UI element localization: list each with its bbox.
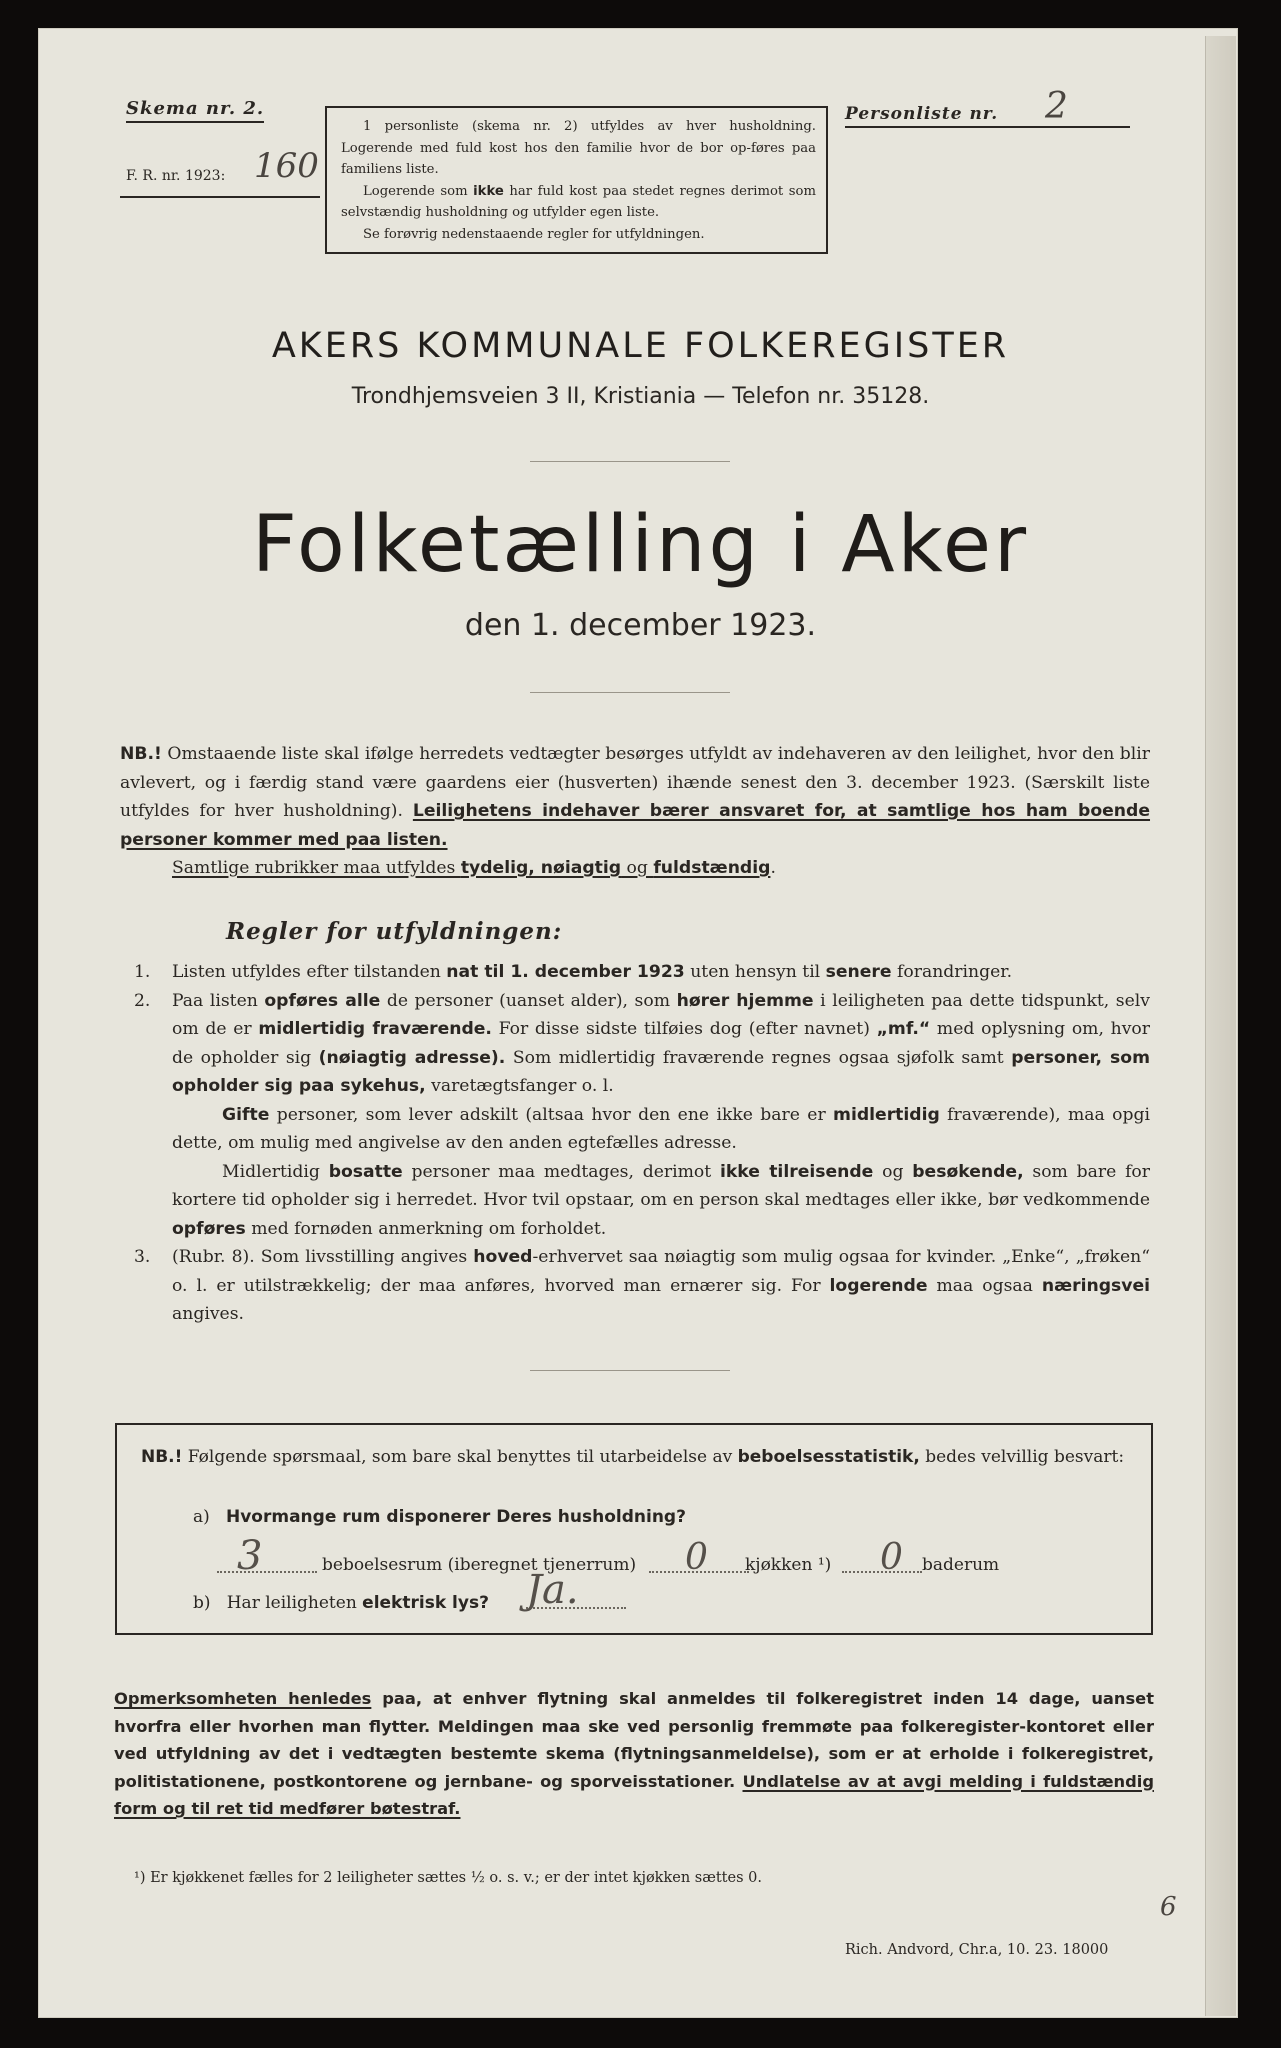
personliste-handwritten: 2 — [1045, 86, 1068, 127]
kitchen-value: 0 — [685, 1537, 708, 1578]
organization-address: Trondhjemsveien 3 II, Kristiania — Telefon nr. 35128. — [351, 384, 930, 409]
bath-label: baderum — [922, 1555, 1000, 1575]
kitchen-label: kjøkken ¹) — [745, 1555, 832, 1575]
nb-notice-fill-all: Samtlige rubrikker maa utfyldes tydelig, nøiagtig og fuldstændig. — [172, 858, 776, 878]
rule-2: 2. Paa listen opføres alle de personer (uanset alder), som hører hjemme i leiligheten paa dette tidspunkt, selv om de er midlertidig fraværende. For disse sidste tilføies dog (efter navnet) „mf.“ med oplysning om, hvor de opholder sig (nøiagtig adresse). Som midlertidig fraværende regnes ogsaa sjøfolk samt personer, som opholder sig paa sykehus, varetægtsfanger o. l. — [134, 990, 1151, 1096]
footnote: ¹) Er kjøkkenet fælles for 2 leiligheter sættes ½ o. s. v.; er der intet kjøkken sættes 0. — [134, 1870, 762, 1886]
question-b: b) Har leiligheten elektrisk lys? — [193, 1593, 489, 1613]
rule-2-married: Gifte personer, som lever adskilt (altsaa hvor den ene ikke bare er midlertidig fraværende), maa opgi dette, om mulig med angivelse av den anden egtefælles adresse. — [172, 1104, 1150, 1153]
question-a: a) Hvormange rum disponerer Deres husholdning? — [193, 1507, 686, 1527]
rule-3: 3. (Rubr. 8). Som livsstilling angives hoved-erhvervet saa nøiagtig som mulig ogsaa for kvinder. „Enke“, „frøken“ o. l. er utilstrækkelig; der maa anføres, hvorved man ernærer sig. For logerende maa ogsaa næringsvei angives. — [134, 1247, 1150, 1324]
rules-list — [134, 958, 1150, 1329]
fr-number-label: F. R. nr. 1923: — [126, 168, 226, 184]
note-line-3: Se forøvrig nedenstaaende regler for utfyldningen. — [363, 226, 705, 242]
nb-notice — [120, 740, 1150, 883]
note-line-2: Logerende som ikke har fuld kost paa stedet regnes derimot som selvstændig husholdning og utfylder egen liste. — [341, 183, 816, 220]
housing-statistics-box — [115, 1423, 1153, 1635]
rule-2-temporary: Midlertidig bosatte personer maa medtages, derimot ikke tilreisende og besøkende, som bare for kortere tid opholder sig i herredet. Hvor tvil opstaar, om en person skal medtages eller ikke, bør vedkommende opføres med fornøden anmerkning om forholdet. — [172, 1161, 1150, 1239]
rules-heading: Regler for utfyldningen: — [226, 918, 563, 945]
census-date: den 1. december 1923. — [464, 608, 817, 643]
housing-statistics-intro: NB.! Følgende spørsmaal, som bare skal benyttes til utarbeidelse av beboelsesstatistik, bedes velvillig besvart: — [141, 1447, 1125, 1467]
moving-notice — [114, 1685, 1154, 1823]
bath-field[interactable] — [842, 1537, 922, 1578]
rule-1: 1. Listen utfyldes efter tilstanden nat til 1. december 1923 uten hensyn til senere forandringer. — [134, 962, 1013, 982]
moving-notice-paragraph: Opmerksomheten henledes paa, at enhver flytning skal anmeldes til folkeregistret inden 14 dage, uanset hvorfra eller hvorhen man flytter. Meldingen maa ske ved personlig fremmøte paa folkeregister-kontoret eller ved utfyldning av det i vedtægten bestemte skema (flytningsanmeldelse), som er at erholde i folkeregistret, politistationene, postkontorene og jernbane- og sporveisstationer. Undlatelse av at avgi melding i fuldstændig form og til ret tid medfører bøtestraf. — [114, 1689, 1154, 1818]
divider — [530, 692, 730, 693]
note-line-1: 1 personliste (skema nr. 2) utfyldes av hver husholdning. Logerende med fuld kost hos den familie hvor de bor op-føres paa familiens liste. — [341, 119, 816, 177]
skema-number: Skema nr. 2. — [126, 98, 264, 123]
organization-name: AKERS KOMMUNALE FOLKEREGISTER — [271, 326, 1010, 366]
bath-value: 0 — [880, 1537, 903, 1578]
electric-light-answer: Ja. — [526, 1567, 579, 1613]
rooms-label: beboelsesrum (iberegnet tjenerrum) — [322, 1555, 637, 1575]
fr-number-handwritten: 160 — [254, 146, 319, 186]
electric-light-field[interactable] — [512, 1567, 632, 1613]
personliste-label: Personliste nr. — [845, 104, 1130, 128]
instruction-note-box — [325, 106, 828, 254]
rooms-value: 3 — [237, 1533, 263, 1579]
page-title: Folketælling i Aker — [251, 500, 1030, 590]
printer-imprint: Rich. Andvord, Chr.a, 10. 23. 18000 — [845, 1942, 1109, 1958]
divider — [530, 1370, 730, 1371]
fr-number-line — [120, 196, 320, 198]
kitchen-field[interactable] — [649, 1537, 759, 1578]
divider — [530, 461, 730, 462]
nb-notice-paragraph: NB.! Omstaaende liste skal ifølge herredets vedtægter besørges utfyldt av indehaveren av den leilighet, hvor den blir avlevert, og i færdig stand være gaardens eier (husverten) ihænde senest den 3. december 1923. (Særskilt liste utfyldes for hver husholdning). Leilighetens indehaver bærer ansvaret for, at samtlige hos ham boende personer kommer med paa listen. — [120, 744, 1151, 850]
rooms-dotted-line — [217, 1571, 317, 1573]
page-corner-mark: 6 — [1160, 1892, 1177, 1922]
